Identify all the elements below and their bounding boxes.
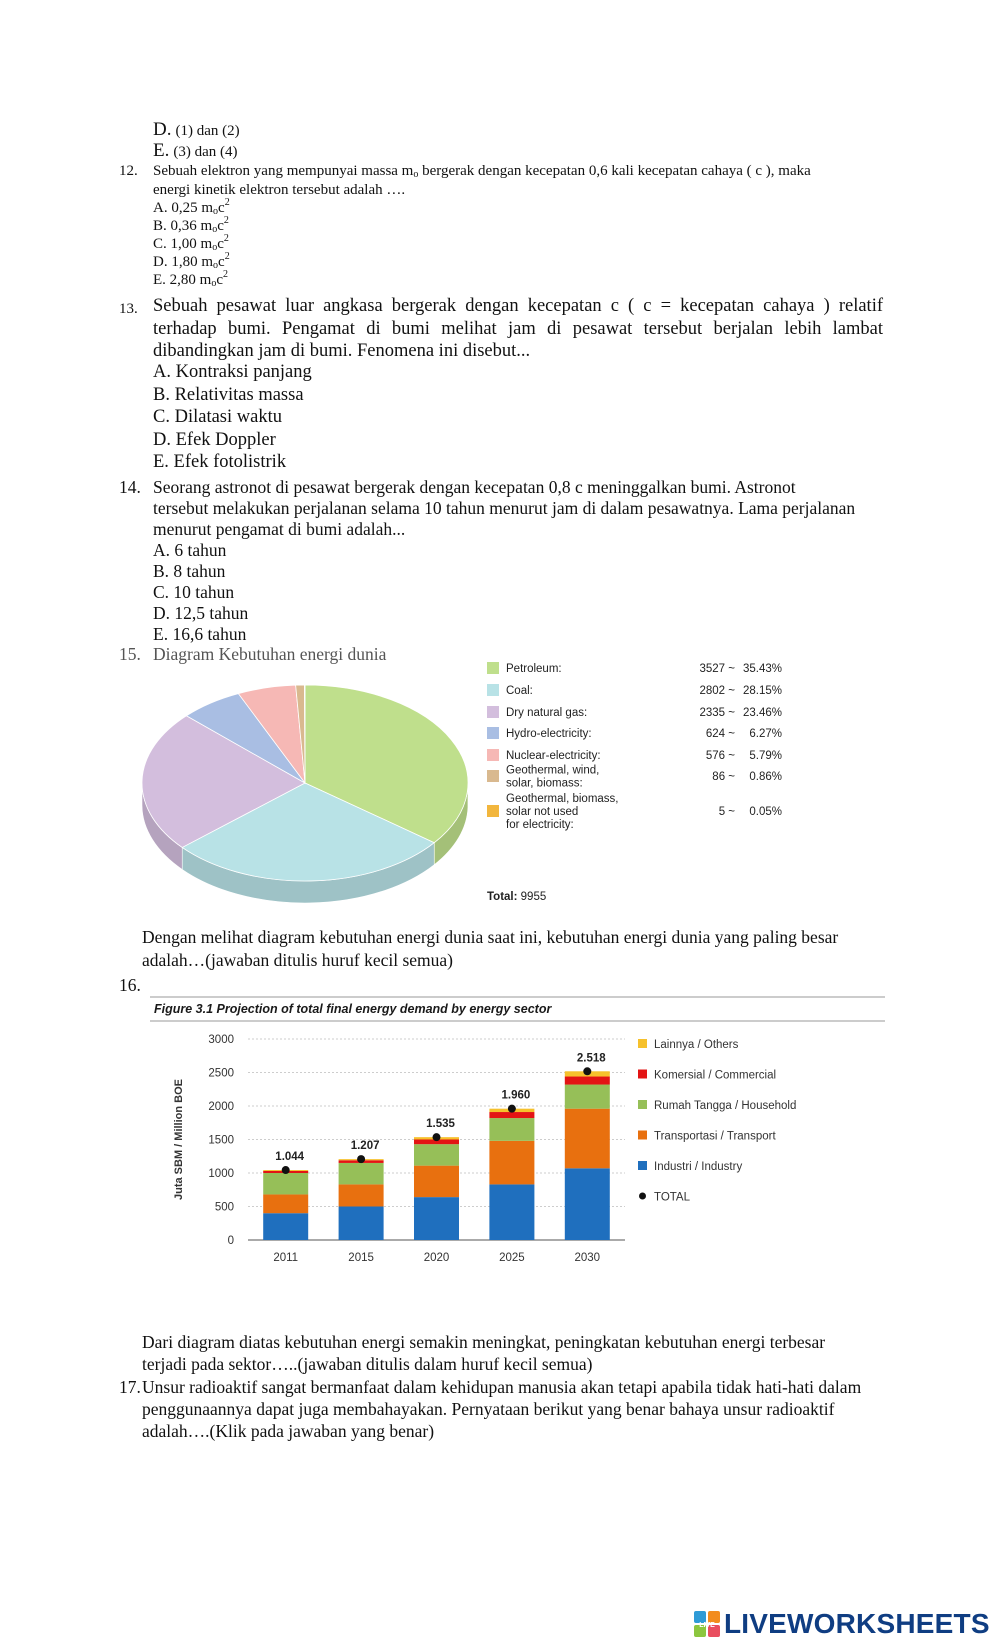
q13-option[interactable]: A. Kontraksi panjang bbox=[153, 362, 312, 382]
q12-option-sup: 2 bbox=[224, 251, 230, 262]
pie-legend-percent: 23.46% bbox=[742, 707, 782, 719]
q12-option-value: 2,80 m bbox=[169, 272, 212, 288]
q12-option[interactable] bbox=[153, 197, 230, 217]
pie-legend-value: 576 ~ bbox=[705, 750, 735, 762]
liveworksheets-logo bbox=[694, 1608, 990, 1640]
bar-legend-swatch bbox=[638, 1131, 647, 1140]
pie-total-label: Total: bbox=[487, 891, 518, 903]
bar-total-marker bbox=[508, 1105, 516, 1113]
bar-chart-title: Figure 3.1 Projection of total final energy demand by energy sector bbox=[154, 1002, 552, 1016]
bar-legend-label: Transportasi / Transport bbox=[654, 1130, 776, 1143]
pie-legend-percent: 0.86% bbox=[749, 771, 782, 783]
pie-legend-label: Dry natural gas: bbox=[506, 707, 588, 719]
q12-option-letter: C. bbox=[153, 236, 171, 252]
bar-xtick-label: 2030 bbox=[574, 1252, 601, 1264]
q12-question-line1: Sebuah elektron yang mempunyai massa $m_o$ bergerak dengan kecepatan 0,6 kali kecepatan cahaya ( c ), maka bbox=[153, 163, 811, 180]
bar-legend-swatch bbox=[638, 1100, 647, 1109]
q12-option-sup: 2 bbox=[224, 197, 230, 208]
bar-segment bbox=[263, 1173, 308, 1194]
q15-title: Diagram Kebutuhan energi dunia bbox=[153, 644, 387, 664]
liveworksheets-logo-text: LIVEWORKSHEETS bbox=[724, 1608, 990, 1639]
bar-segment bbox=[489, 1141, 534, 1185]
pie-legend-swatch bbox=[487, 662, 499, 674]
q12-option[interactable] bbox=[153, 251, 230, 271]
q12-option-c: c bbox=[217, 236, 224, 252]
bar-total-marker bbox=[357, 1155, 365, 1163]
pie-legend-label: Hydro-electricity: bbox=[506, 728, 592, 740]
pie-legend-label: Petroleum: bbox=[506, 663, 562, 675]
bar-ytick-label: 2000 bbox=[208, 1101, 234, 1113]
q12-option-sup: 2 bbox=[223, 233, 229, 244]
q12-option-c: c bbox=[218, 200, 225, 216]
pie-legend-percent: 6.27% bbox=[749, 728, 782, 740]
q13-number: 13. bbox=[119, 301, 138, 317]
bar-ylabel: Juta SBM / Million BOE bbox=[173, 1078, 185, 1201]
q14-number: 14. bbox=[119, 477, 141, 497]
pie-legend-percent: 35.43% bbox=[742, 663, 782, 675]
pie-slice bbox=[304, 685, 305, 783]
q13-question: Sebuah pesawat luar angkasa bergerak dengan kecepatan c ( c = kecepatan cahaya ) relatif terhadap bumi. Pengamat di bumi melihat jam di pesawat tersebut berjalan lebih lambat dibandingkan jam di bumi. Fenomena ini disebut... bbox=[153, 296, 883, 361]
q15-number: 15. bbox=[119, 644, 141, 664]
bar-legend-label: Lainnya / Others bbox=[654, 1039, 739, 1051]
bar-xtick-label: 2020 bbox=[423, 1252, 450, 1264]
q12-option-value: 0,36 m bbox=[170, 218, 213, 234]
pie-legend-swatch bbox=[487, 706, 499, 718]
bar-xtick-label: 2011 bbox=[273, 1252, 299, 1264]
q12-option-letter: B. bbox=[153, 218, 171, 234]
pie-legend-value: 5 ~ bbox=[718, 806, 735, 818]
q17-number: 17. bbox=[119, 1377, 141, 1397]
pie-total bbox=[487, 891, 546, 903]
q12-option-value: 1,00 m bbox=[170, 236, 213, 252]
bar-total-label: 1.960 bbox=[501, 1089, 531, 1102]
q14-option[interactable]: E. 16,6 tahun bbox=[153, 624, 247, 644]
bar-segment bbox=[489, 1112, 534, 1118]
bar-chart bbox=[150, 995, 885, 1325]
q17-question-line3: adalah….(Klik pada jawaban yang benar) bbox=[142, 1421, 435, 1441]
q12-option-sup: 2 bbox=[223, 215, 229, 226]
liveworksheets-logo-icon bbox=[694, 1611, 720, 1637]
pie-total-value: 9955 bbox=[517, 891, 547, 903]
q12-option-sup: 2 bbox=[223, 269, 229, 280]
bar-segment bbox=[414, 1197, 459, 1240]
q13-option[interactable]: E. Efek fotolistrik bbox=[153, 452, 287, 472]
pie-legend-percent: 5.79% bbox=[749, 750, 782, 762]
bar-ytick-label: 2500 bbox=[208, 1067, 234, 1080]
bar-ytick-label: 0 bbox=[227, 1235, 234, 1247]
pie-legend-value: 3527 ~ bbox=[699, 663, 735, 675]
q12-question-line2: energi kinetik elektron tersebut adalah …. bbox=[153, 182, 406, 198]
pie-legend-label: Geothermal, biomass, bbox=[506, 793, 619, 805]
pie-legend-value: 2802 ~ bbox=[699, 685, 735, 697]
q14-option[interactable]: A. 6 tahun bbox=[153, 540, 227, 560]
pie-legend-value: 624 ~ bbox=[705, 728, 735, 740]
q12-option-c: c bbox=[218, 254, 225, 270]
q16-question-line2: terjadi pada sektor…..(jawaban ditulis dalam huruf kecil semua) bbox=[142, 1354, 593, 1374]
pie-legend-percent: 28.15% bbox=[742, 685, 782, 697]
bar-total-label: 1.207 bbox=[350, 1140, 380, 1153]
bar-total-label: 2.518 bbox=[576, 1052, 606, 1065]
bar-total-label: 1.044 bbox=[275, 1151, 305, 1164]
bar-segment bbox=[263, 1213, 308, 1240]
bar-segment bbox=[339, 1207, 384, 1241]
pie-legend-swatch bbox=[487, 684, 499, 696]
pie-legend bbox=[487, 662, 782, 903]
bar-xtick-label: 2015 bbox=[348, 1252, 374, 1264]
pie-legend-label: solar not used bbox=[506, 806, 579, 818]
bar-total-marker bbox=[433, 1133, 441, 1141]
q12-option-value: 1,80 m bbox=[171, 254, 214, 270]
q12-option-letter: E. bbox=[153, 272, 170, 288]
pie-legend-label: for electricity: bbox=[506, 819, 574, 831]
bar-segment bbox=[565, 1168, 610, 1240]
bar-segment bbox=[263, 1194, 308, 1213]
pie-legend-value: 2335 ~ bbox=[699, 707, 735, 719]
q16-question-line1: Dari diagram diatas kebutuhan energi semakin meningkat, peningkatan kebutuhan energi terbesar bbox=[142, 1332, 826, 1352]
q11-option-d: D. (1) dan (2) bbox=[153, 119, 240, 140]
bar-segment bbox=[414, 1166, 459, 1197]
q12-number: 12. bbox=[119, 163, 138, 179]
q12-option-letter: A. bbox=[153, 200, 172, 216]
bar-legend-swatch bbox=[638, 1039, 647, 1048]
q11-option-e: E. (3) dan (4) bbox=[153, 140, 238, 161]
bar-ytick-label: 500 bbox=[214, 1201, 234, 1214]
pie-legend-label: Coal: bbox=[506, 685, 533, 697]
q12-option[interactable] bbox=[153, 215, 229, 235]
q14-option[interactable]: C. 10 tahun bbox=[153, 582, 235, 602]
q14-question-line1: Seorang astronot di pesawat bergerak dengan kecepatan 0,8 c meninggalkan bumi. Astronot bbox=[153, 477, 796, 497]
bar-legend-label: Rumah Tangga / Household bbox=[654, 1100, 797, 1112]
pie-slices bbox=[142, 685, 468, 903]
pie-legend-percent: 0.05% bbox=[749, 806, 782, 818]
pie-legend-label: solar, biomass: bbox=[506, 777, 583, 790]
bar-ytick-label: 1000 bbox=[208, 1168, 234, 1180]
q12-option-sub: o bbox=[211, 278, 217, 289]
q12-option-sub: o bbox=[213, 206, 219, 217]
bar-segment bbox=[489, 1118, 534, 1141]
bar-segment bbox=[489, 1184, 534, 1240]
q14-question-line2: tersebut melakukan perjalanan selama 10 tahun menurut jam di dalam pesawatnya. Lama perjalanan bbox=[153, 498, 856, 518]
q13-option[interactable]: B. Relativitas massa bbox=[153, 384, 304, 405]
q12-option[interactable] bbox=[153, 269, 229, 289]
bar-segment bbox=[565, 1085, 610, 1109]
bar-ytick-label: 1500 bbox=[208, 1134, 234, 1147]
q15-question-line1: Dengan melihat diagram kebutuhan energi dunia saat ini, kebutuhan energi dunia yang paling besar bbox=[142, 927, 839, 947]
bar-legend-label: TOTAL bbox=[654, 1191, 690, 1204]
pie-legend-label: Nuclear-electricity: bbox=[506, 750, 601, 762]
q14-option[interactable]: B. 8 tahun bbox=[153, 561, 226, 581]
bar-segment bbox=[414, 1144, 459, 1165]
pie-chart bbox=[130, 663, 810, 905]
bar-segment bbox=[565, 1077, 610, 1085]
q12-option-letter: D. bbox=[153, 254, 172, 270]
pie-legend-swatch bbox=[487, 770, 499, 782]
bar-segment bbox=[565, 1109, 610, 1169]
bar-total-marker bbox=[583, 1067, 591, 1075]
pie-legend-swatch bbox=[487, 727, 499, 739]
q17-question-line1: Unsur radioaktif sangat bermanfaat dalam kehidupan manusia akan tetapi apabila tidak hati-hati dalam bbox=[142, 1377, 862, 1397]
q12-option-sub: o bbox=[213, 260, 219, 271]
q11-option-e-text: (3) dan (4) bbox=[173, 144, 238, 160]
bar-legend-total-marker bbox=[639, 1193, 646, 1200]
q13-option[interactable]: C. Dilatasi waktu bbox=[153, 407, 282, 427]
q12-option-sub: o bbox=[212, 242, 218, 253]
q12-option-value: 0,25 m bbox=[171, 200, 214, 216]
q12-option-c: c bbox=[216, 272, 224, 288]
pie-legend-value: 86 ~ bbox=[712, 771, 735, 783]
bar-xtick-label: 2025 bbox=[499, 1252, 525, 1264]
q12-option-sub: o bbox=[212, 224, 218, 235]
bar-ytick-label: 3000 bbox=[208, 1034, 234, 1046]
bar-legend bbox=[638, 1039, 796, 1204]
bar-legend-label: Industri / Industry bbox=[654, 1161, 743, 1173]
pie-legend-swatch bbox=[487, 805, 499, 817]
q16-number: 16. bbox=[119, 975, 141, 995]
bar-legend-swatch bbox=[638, 1161, 647, 1170]
bar-legend-swatch bbox=[638, 1070, 647, 1079]
bar-segment bbox=[339, 1184, 384, 1206]
pie-legend-label: Geothermal, wind, bbox=[506, 764, 600, 777]
q15-question-line2: adalah…(jawaban ditulis huruf kecil semua) bbox=[142, 950, 454, 970]
liveworksheets-logo-badge: LIVE bbox=[699, 1622, 715, 1629]
q13-option[interactable]: D. Efek Doppler bbox=[153, 429, 276, 450]
q12-option-c: c bbox=[217, 218, 224, 234]
bar-total-label: 1.535 bbox=[426, 1118, 455, 1131]
q14-option[interactable]: D. 12,5 tahun bbox=[153, 603, 249, 623]
bar-segment bbox=[339, 1163, 384, 1184]
q12-option[interactable] bbox=[153, 233, 229, 253]
q11-option-d-text: (1) dan (2) bbox=[175, 123, 240, 139]
bar-series bbox=[263, 1052, 610, 1264]
pie-legend-swatch bbox=[487, 749, 499, 761]
q14-question-line3: menurut pengamat di bumi adalah... bbox=[153, 519, 406, 539]
q17-question-line2: penggunaannya dapat juga membahayakan. Pernyataan berikut yang benar bahaya unsur radioaktif bbox=[142, 1399, 835, 1419]
bar-total-marker bbox=[282, 1166, 290, 1174]
bar-legend-label: Komersial / Commercial bbox=[654, 1069, 777, 1082]
